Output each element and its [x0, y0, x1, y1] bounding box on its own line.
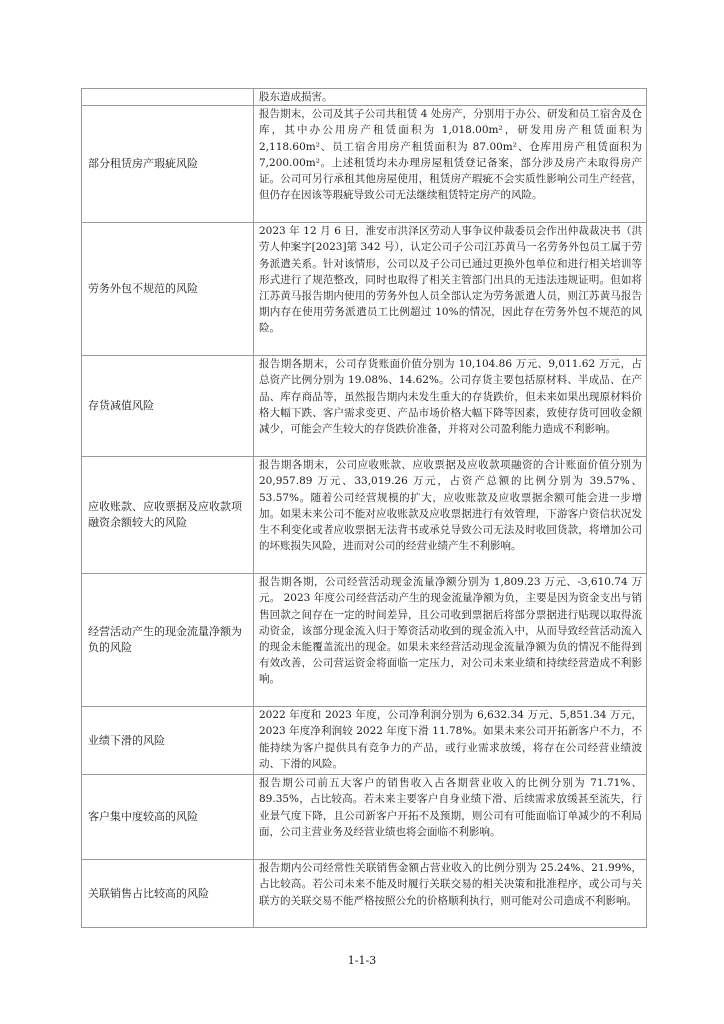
table-row — [82, 574, 647, 707]
risk-description-cell: 2023 年 12 月 6 日，淮安市洪泽区劳动人事争议仲裁委员会作出仲裁裁决书（洪劳人仲案字[2023]第 342 号），认定公司子公司江苏黄马一名劳务外包员工属于劳务派遣关系。针对该情形，公司以及子公司已通过更换外包单位和进行相关培训等形式进行了规范整改，同时也取得了相关主管部门出具的无违法违规证明。但如将江苏黄马报告期内使用的劳务外包人员全部认定为劳务派遣人员，则江苏黄马报告期内存在使用劳务派遣员工比例超过 10%的情况，因此存在劳务外包不规范的风险。 — [254, 223, 647, 356]
risk-description-cell: 报告期各期末，公司应收账款、应收票据及应收款项融资的合计账面价值分别为 20,957.89 万元、33,019.26 万元，占资产总额的比例分别为 39.57%、53.57%。随着公司经营规模的扩大，应收账款及应收票据余额可能会进一步增加。如果未来公司不能对应收账款及应收票据进行有效管理，下游客户资信状况发生不利变化或者应收票据无法背书或承兑导致公司无法及时收回货款，将增加公司的坏账损失风险，进而对公司的经营业绩产生不利影响。 — [254, 457, 647, 574]
risk-name-cell: 客户集中度较高的风险 — [82, 775, 254, 860]
risk-name-cell — [82, 89, 254, 106]
risk-factor-table — [81, 88, 647, 928]
risk-description-cell: 股东造成损害。 — [254, 89, 647, 106]
risk-name-cell: 存货减值风险 — [82, 356, 254, 457]
risk-description-cell: 报告期末，公司及其子公司共租赁 4 处房产，分别用于办公、研发和员工宿舍及仓库，其中办公用房产租赁面积为 1,018.00m²，研发用房产租赁面积为 2,118.60m²、员工宿舍用房产租赁面积为 87.00m²、仓库用房产租赁面积为 7,200.00m²。上述租赁均未办理房屋租赁登记备案，部分涉及房产未取得房产证。公司可另行承租其他房屋使用，租赁房产瑕疵不会实质性影响公司生产经营，但仍存在因该等瑕疵导致公司无法继续租赁特定房产的风险。 — [254, 106, 647, 223]
table-row — [82, 356, 647, 457]
table-row — [82, 223, 647, 356]
risk-name-cell: 应收账款、应收票据及应收款项融资余额较大的风险 — [82, 457, 254, 574]
table-row — [82, 707, 647, 775]
table-row — [82, 775, 647, 860]
risk-description-cell: 报告期内公司经常性关联销售金额占营业收入的比例分别为 25.24%、21.99%，占比较高。若公司未来不能及时履行关联交易的相关决策和批准程序，或公司与关联方的关联交易不能严格按照公允的价格顺利执行，则可能对公司造成不利影响。 — [254, 860, 647, 928]
table-row — [82, 457, 647, 574]
risk-name-cell: 关联销售占比较高的风险 — [82, 860, 254, 928]
risk-description-cell: 2022 年度和 2023 年度，公司净利润分别为 6,632.34 万元、5,851.34 万元，2023 年度净利润较 2022 年度下滑 11.78%。如果未来公司开拓新客户不力，不能持续为客户提供具有竞争力的产品，或行业需求放缓，将存在公司经营业绩波动、下滑的风险。 — [254, 707, 647, 775]
page-number: 1-1-3 — [347, 954, 377, 967]
risk-name-cell: 部分租赁房产瑕疵风险 — [82, 106, 254, 223]
risk-name-cell: 业绩下滑的风险 — [82, 707, 254, 775]
risk-name-cell: 经营活动产生的现金流量净额为负的风险 — [82, 574, 254, 707]
table-row — [82, 106, 647, 223]
risk-description-cell: 报告期各期，公司经营活动现金流量净额分别为 1,809.23 万元、-3,610.74 万元。 2023 年度公司经营活动产生的现金流量净额为负，主要是因为资金支出与销售回款之间存在一定的时间差异，且公司收到票据后将部分票据进行贴现以取得流动资金，该部分现金流入归于筹资活动收到的现金流入中，从而导致经营活动流入的现金未能覆盖流出的现金。如果未来经营活动现金流量净额为负的情况不能得到有效改善，公司营运资金将面临一定压力，对公司未来业绩和持续经营造成不利影响。 — [254, 574, 647, 707]
risk-name-cell: 劳务外包不规范的风险 — [82, 223, 254, 356]
risk-description-cell: 报告期各期末，公司存货账面价值分别为 10,104.86 万元、9,011.62 万元，占总资产比例分别为 19.08%、14.62%。公司存货主要包括原材料、半成品、在产品、库存商品等，虽然报告期内未发生重大的存货跌价，但未来如果出现原材料价格大幅下跌、客户需求变更、产品市场价格大幅下降等因素，致使存货可回收金额减少，可能会产生较大的存货跌价准备，并将对公司盈利能力造成不利影响。 — [254, 356, 647, 457]
table-row — [82, 89, 647, 106]
risk-description-cell: 报告期公司前五大客户的销售收入占各期营业收入的比例分别为 71.71%、89.35%，占比较高。若未来主要客户自身业绩下滑、后续需求放缓甚至流失，行业景气度下降，且公司新客户开拓不及预期，则公司有可能面临订单减少的不利局面，公司主营业务及经营业绩也将会面临不利影响。 — [254, 775, 647, 860]
table-row — [82, 860, 647, 928]
